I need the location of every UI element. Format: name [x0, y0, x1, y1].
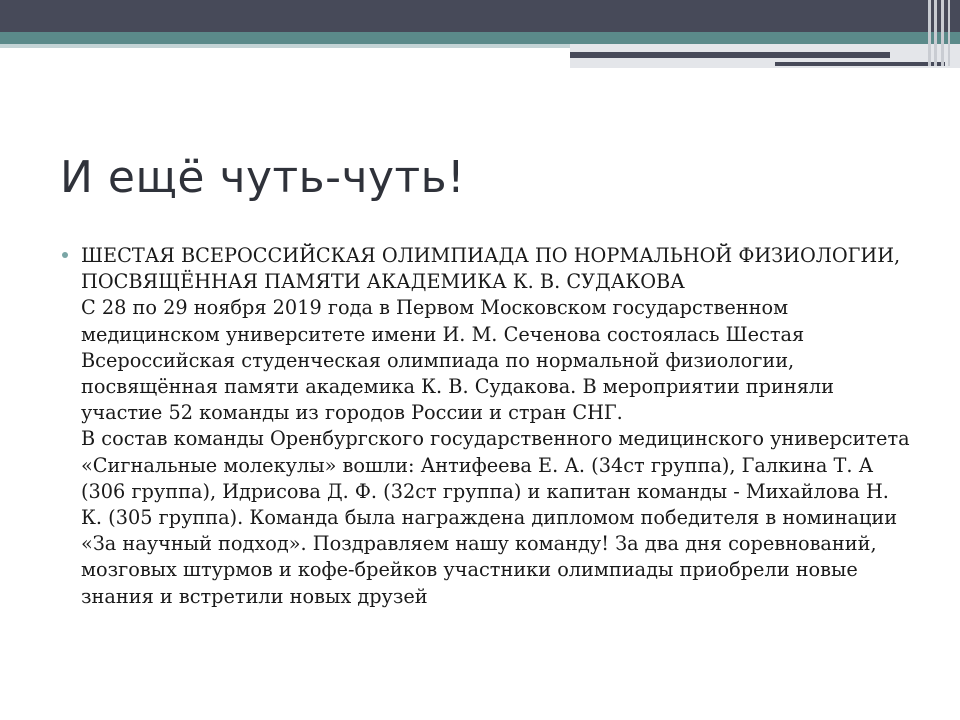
olympiad-heading: ШЕСТАЯ ВСЕРОССИЙСКАЯ ОЛИМПИАДА ПО НОРМАЛЬНОЙ ФИЗИОЛОГИИ, ПОСВЯЩЁННАЯ ПАМЯТИ АКАДЕМИКА К. В. СУДАКОВА [81, 244, 901, 294]
bullet-dot-icon [62, 252, 68, 258]
header-vertical-bar [948, 0, 950, 66]
header-teal-stripe [0, 32, 960, 44]
bullet-item [62, 243, 912, 610]
header-vertical-bar [941, 0, 944, 66]
header-light-stripe [0, 44, 570, 48]
slide-body [62, 243, 912, 610]
olympiad-description: С 28 по 29 ноября 2019 года в Первом Московском государственном медицинском университете имени И. М. Сеченова состоялась Шестая Всероссийская студенческая олимпиада по нормальной физиологии, посвящённая памяти академика К. В. Судакова. В мероприятии приняли участие 52 команды из городов России и стран СНГ. [81, 296, 834, 425]
header-vertical-bar [928, 0, 931, 66]
header-accent-line-short [775, 62, 945, 66]
header-dark-bar [0, 0, 960, 32]
header-vertical-bar [934, 0, 937, 66]
team-description: В состав команды Оренбургского государственного медицинского университета «Сигнальные молекулы» вошли: Антифеева Е. А. (34ст группа), Галкина Т. А (306 группа), Идрисова Д. Ф. (32ст группа) и капитан команды - Михайлова Н. К. (305 группа). Команда была награждена дипломом победителя в номинации «За научный подход». Поздравляем нашу команду! За два дня соревнований, мозговых штурмов и кофе-брейков участники олимпиады приобрели новые знания и встретили новых друзей [81, 427, 910, 608]
slide-title: И ещё чуть-чуть! [60, 152, 466, 203]
header-accent-line [570, 52, 890, 58]
